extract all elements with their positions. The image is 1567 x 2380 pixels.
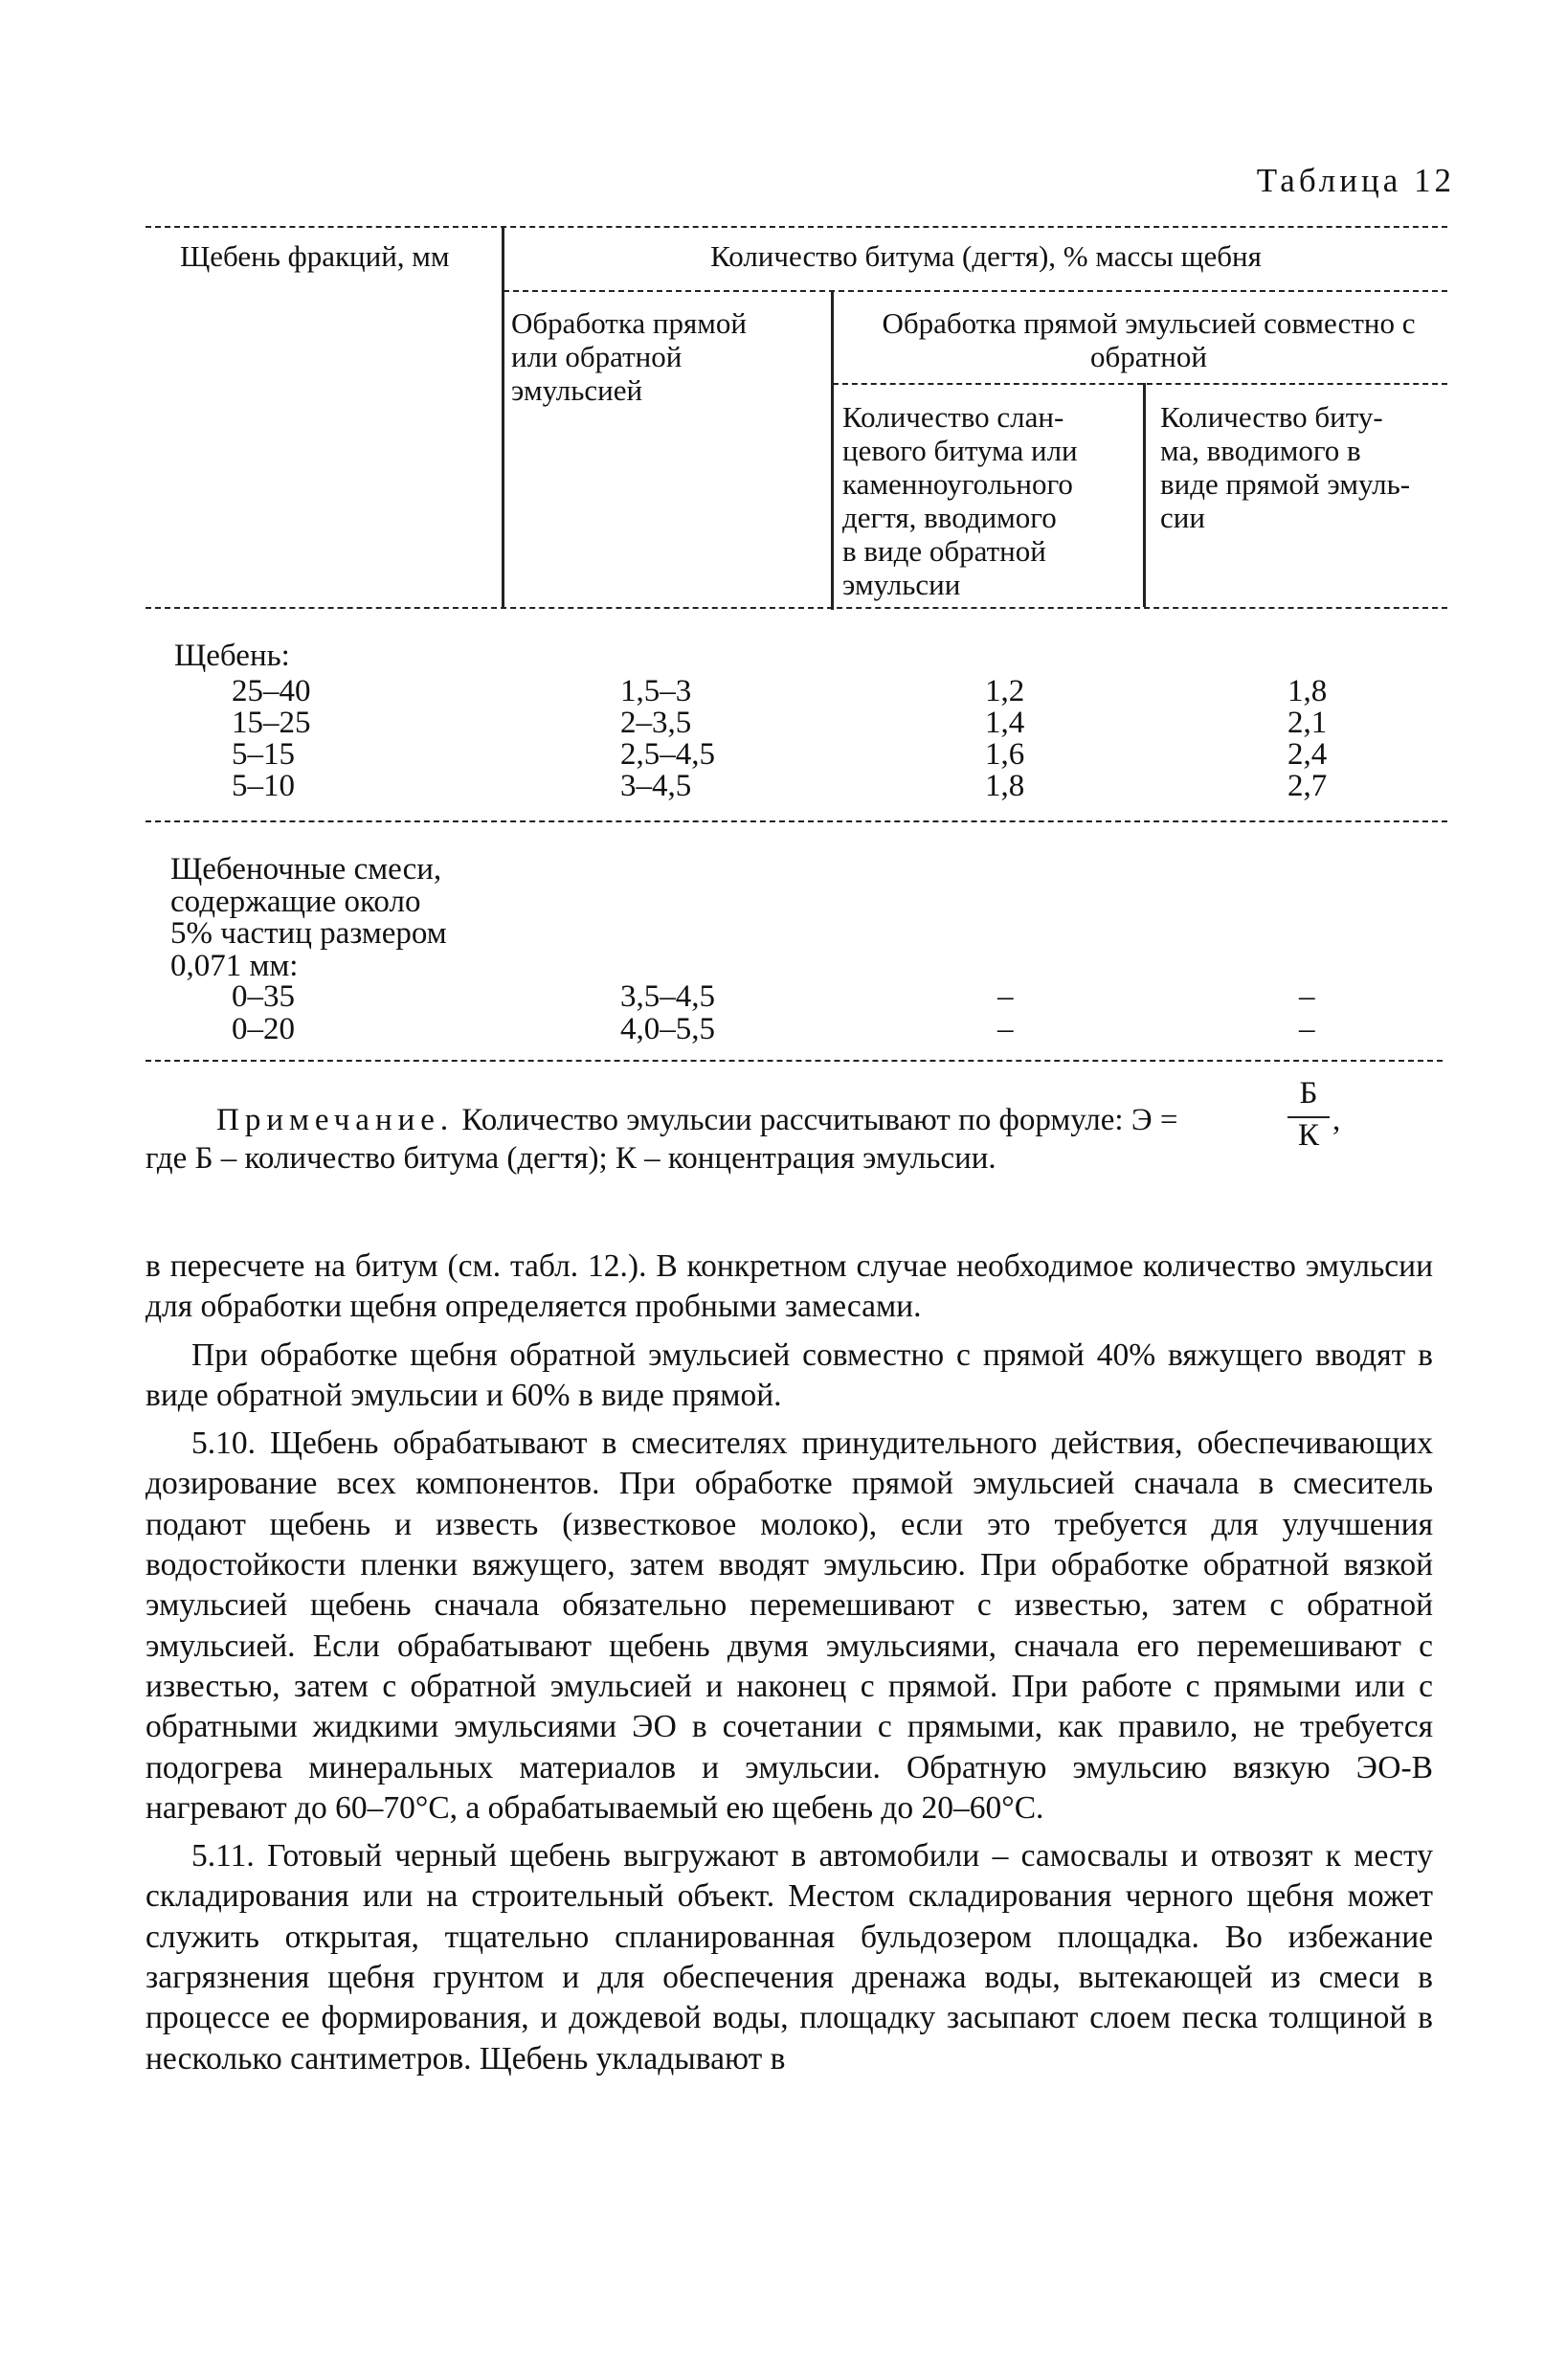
cell-col4: 2,1 — [1287, 706, 1328, 740]
cell-fraction: 5–15 — [232, 737, 295, 772]
note-definition: где Б – количество битума (дегтя); К – концентрация эмульсии. — [146, 1141, 996, 1176]
table-rule-top — [146, 226, 1447, 228]
paragraph-text: При обработке щебня обратной эмульсией совместно с прямой 40% вяжущего вводят в виде обратной эмульсии и 60% в виде прямой. — [146, 1336, 1433, 1413]
paragraph-text: Готовый черный щебень выгружают в автомобили – самосвалы и отвозят к месту складирования или на строительный объект. Местом складирования черного щебня может служить открытая, тщательно спланированная бульдозером площадка. Во избежание загрязнения щебня грунтом и для обеспечения дренажа воды, вытекающей из смеси в процессе ее формирования, и дождевой воды, площадку засыпают слоем песка толщиной в несколько сантиметров. Щебень укладывают в — [146, 1838, 1433, 2077]
cell-col3: 1,6 — [985, 737, 1025, 772]
table-vline-2 — [831, 290, 834, 610]
cell-col2: 2–3,5 — [620, 706, 692, 740]
table-rule-bottom — [146, 1060, 1443, 1062]
cell-col4: 2,7 — [1287, 769, 1328, 803]
cell-col4: 2,4 — [1287, 737, 1328, 772]
paragraph — [146, 1424, 1433, 1829]
cell-col3: 1,4 — [985, 706, 1025, 740]
note-label: Примечание. — [216, 1103, 455, 1137]
table-row — [0, 979, 1567, 1015]
table-rule-section1 — [146, 820, 1447, 822]
section1-label: Щебень: — [174, 639, 290, 673]
header-col4: Количество биту- ма, вводимого в виде прямой эмуль- сии — [1160, 400, 1411, 534]
cell-col4: – — [1299, 1012, 1315, 1046]
table-row — [0, 1012, 1567, 1047]
paragraph-number: 5.10. — [191, 1426, 256, 1462]
paragraph — [146, 1336, 1433, 1417]
paragraph-text: Щебень обрабатывают в смесителях принудительного действия, обеспечивающих дозирование всех компонентов. При обработке прямой эмульсией сначала в смеситель подают щебень и известь (известковое молоко), если это требуется для улучшения водостойкости пленки вяжущего, затем вводят эмульсию. При обработке обратной вязкой эмульсией щебень сначала обязательно перемешивают с известью, затем с обратной эмульсией. Если обрабатывают щебень двумя эмульсиями, сначала его перемешивают с известью, затем с обратной эмульсией и наконец с прямой. При работе с прямыми или с обратными жидкими эмульсиями ЭО в сочетании с прямыми, как правило, не требуется подогрева минеральных материалов и эмульсии. Обратную эмульсию вязкую ЭО-В нагревают до 60–70°С, а обрабатываемый ею щебень до 20–60°С. — [146, 1426, 1433, 1826]
cell-fraction: 25–40 — [232, 674, 311, 708]
cell-fraction: 5–10 — [232, 769, 295, 803]
paragraph-number: 5.11. — [191, 1838, 255, 1875]
formula-denominator: К — [1297, 1118, 1319, 1153]
cell-col4: 1,8 — [1287, 674, 1328, 708]
cell-fraction: 0–35 — [232, 979, 295, 1014]
cell-col3: 1,2 — [985, 674, 1025, 708]
cell-col3: 1,8 — [985, 769, 1025, 803]
cell-col2: 3,5–4,5 — [620, 979, 715, 1014]
table-title: Таблица 12 — [1256, 162, 1455, 199]
paragraph — [146, 1836, 1433, 2079]
cell-col2: 1,5–3 — [620, 674, 692, 708]
table-rule-header-bottom — [146, 607, 1447, 609]
cell-fraction: 15–25 — [232, 706, 311, 740]
paragraph — [146, 1246, 1433, 1328]
formula-numerator: Б — [1299, 1076, 1318, 1111]
table-row — [0, 769, 1567, 804]
table-note — [216, 1101, 1461, 1139]
table-rule-span — [504, 290, 1447, 292]
cell-col2: 4,0–5,5 — [620, 1012, 715, 1046]
header-span: Количество битума (дегтя), % массы щебня — [710, 239, 1262, 273]
table-row — [0, 674, 1567, 709]
body-text — [146, 1246, 1433, 2079]
table-vline-1 — [502, 226, 504, 607]
header-fraction: Щебень фракций, мм — [180, 239, 450, 273]
section2-label: Щебеночные смеси, содержащие около 5% частиц размером 0,071 мм: — [170, 852, 447, 983]
header-col3: Количество слан- цевого битума или каменноугольного дегтя, вводимого в виде обратной эмульсии — [842, 400, 1078, 601]
cell-fraction: 0–20 — [232, 1012, 295, 1046]
cell-col3: – — [997, 1012, 1014, 1046]
note-text: Количество эмульсии рассчитывают по формуле: Э = — [454, 1103, 1178, 1137]
header-col2: Обработка прямой или обратной эмульсией — [511, 306, 747, 407]
cell-col3: – — [997, 979, 1014, 1014]
paragraph-text: в пересчете на битум (см. табл. 12.). В конкретном случае необходимое количество эмульсии для обработки щебня определяется пробными замесами. — [146, 1248, 1433, 1325]
table-rule-group — [833, 383, 1447, 385]
header-group: Обработка прямой эмульсией совместно с обратной — [882, 306, 1416, 373]
table-row — [0, 737, 1567, 773]
table-row — [0, 706, 1567, 741]
cell-col2: 3–4,5 — [620, 769, 692, 803]
cell-col2: 2,5–4,5 — [620, 737, 715, 772]
cell-col4: – — [1299, 979, 1315, 1014]
formula-comma: , — [1332, 1103, 1341, 1137]
